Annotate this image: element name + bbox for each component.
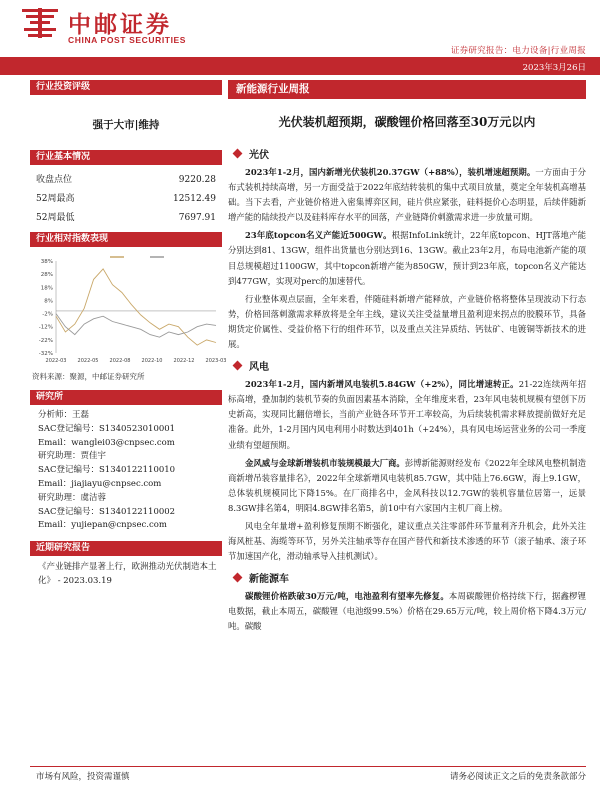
paragraph-text: 一方面由于分布式装机持续高增，另一方面受益于2022年底结转装机的集中式项目放量，奠定全年装机高增基础。当下去看，产业链价格进入密集博弈区间，硅片供应紧张，硅料挺价心态明显，后续伴随新增产能的陆续投产以及硅料库存水平的回落，产业链降价刺激需求进一步放量可期。 xyxy=(228,167,587,223)
body-paragraph xyxy=(228,292,586,352)
paragraph-text: 21-22连续两年招标高增，叠加制约装机节奏的负面因素基本消除，全年维度来看，23年风电装机规模有望创下历史新高，实现同比翻倍增长，当前产业链各环节开工率较高，为后续装机需求释放提前做好充足准备。此外，1-2月国内风电利用小时数达到401h（+24%），具有风电场运营业务的公司一季度业绩有望超预期。 xyxy=(228,379,586,450)
analyst-line: Email：yujiepan@cnpsec.com xyxy=(38,520,167,531)
footer-disclaimer-note: 请务必阅读正文之后的免责条款部分 xyxy=(449,772,586,782)
basics-row xyxy=(30,209,222,228)
y-tick-label: -22% xyxy=(38,337,53,344)
basics-value: 9220.28 xyxy=(178,175,216,185)
logo-text-en: CHINA POST SECURITIES xyxy=(68,35,187,45)
basics-row xyxy=(30,171,222,190)
breadcrumb: 证券研究报告：电力设备|行业周报 xyxy=(450,46,586,56)
basics-value: 7697.91 xyxy=(178,213,216,223)
analyst-line: SAC登记编号：S1340523010001 xyxy=(38,423,176,434)
y-tick-label: -2% xyxy=(42,311,53,318)
report-date: 2023年3月26日 xyxy=(522,63,586,73)
performance-heading: 行业相对指数表现 xyxy=(30,232,222,247)
x-tick-label: 2022-05 xyxy=(77,358,99,364)
y-tick-label: -12% xyxy=(38,324,53,331)
x-tick-label: 2022-08 xyxy=(109,358,131,364)
analyst-line: 研究助理：贾佳宇 xyxy=(38,451,107,462)
basics-label: 52周最高 xyxy=(36,194,75,204)
analyst-line: Email：wanglei03@cnpsec.com xyxy=(38,437,175,448)
section-heading xyxy=(228,146,586,161)
y-tick-label: 8% xyxy=(44,298,53,305)
page-header xyxy=(0,0,600,73)
footer-divider xyxy=(30,766,586,767)
section-heading-text: 风电 xyxy=(249,362,269,374)
body-paragraph xyxy=(228,519,586,564)
chart-source: 资料来源：聚源，中邮证券研究所 xyxy=(32,372,145,381)
y-tick-label: 28% xyxy=(40,272,53,279)
x-tick-label: 2022-12 xyxy=(173,358,195,364)
analyst-heading: 研究所 xyxy=(30,390,222,405)
diamond-bullet-icon xyxy=(233,361,243,371)
body-paragraph xyxy=(228,165,586,225)
paragraph-lead: 2023年1-2月，国内新增光伏装机20.37GW（+88%），装机增速超预期。 xyxy=(245,167,536,177)
relative-index-chart-svg xyxy=(30,251,227,369)
y-tick-label: 38% xyxy=(40,259,53,265)
diamond-bullet-icon xyxy=(233,573,243,583)
analyst-line: 研究助理：虞洁蓉 xyxy=(38,492,107,503)
paragraph-text: 风电全年量增+盈利修复预期不断强化，建议重点关注零部件环节量利齐升机会，此外关注海风桩基、海缆等环节，另外关注轴承等存在国产替代和新技术渗透的环节（滚子轴承、滚子环节加速国产化，滑动轴承导入挂机测试）。 xyxy=(228,520,586,562)
footer-risk-note: 市场有风险，投资需谨慎 xyxy=(36,772,130,782)
body-paragraph xyxy=(228,456,586,516)
series-line-1 xyxy=(56,269,216,345)
analyst-line: Email：jiajiayu@cnpsec.com xyxy=(38,478,162,489)
report-type-banner: 新能源行业周报 xyxy=(228,80,586,99)
paragraph-text: 彭博新能源财经发布《2022年全球风电整机制造商新增吊装容量排名》，2022年全球新增风电装机85.7GW，其中陆上76.6GW，海上9.1GW，总体装机规模同比下降15%。在厂商排名中，金风科技以12.7GW的装机容量位居第一，远景8.3GW排名第4，明阳4.8GW排名第5，前10中有六家国内主机厂商上榜。 xyxy=(228,457,586,513)
paragraph-text: 行业整体观点层面，全年来看，伴随硅料新增产能释放，产业链价格将整体呈现波动下行态势，价格回落刺激需求释放将是全年主线，建议关注受益量增且盈利迎来拐点的胶膜环节，具备期货定价属性、受益价格下行的组件环节，以及重点关注异质结、钙钛矿、电镀铜等新技术的进展。 xyxy=(228,293,586,350)
basics-label: 52周最低 xyxy=(36,213,75,223)
section-heading-text: 光伏 xyxy=(249,150,269,161)
section-heading xyxy=(228,570,586,585)
recent-report-link[interactable]: 《产业链排产显著上行，欧洲推动光伏制造本土化》 - 2023.03.19 xyxy=(38,562,217,587)
basics-heading: 行业基本情况 xyxy=(30,150,222,165)
analyst-list xyxy=(30,409,222,533)
main-content xyxy=(228,80,586,638)
recent-reports-heading: 近期研究报告 xyxy=(30,541,222,556)
basics-value: 12512.49 xyxy=(173,194,216,204)
x-tick-label: 2022-10 xyxy=(141,358,163,364)
x-tick-label: 2022-03 xyxy=(45,358,67,364)
rating-heading: 行业投资评级 xyxy=(30,80,222,95)
sidebar xyxy=(30,80,227,588)
paragraph-lead: 23年底topcon名义产能近500GW。 xyxy=(245,230,392,241)
body-paragraph xyxy=(228,228,586,288)
basics-label: 收盘点位 xyxy=(36,175,73,185)
paragraph-lead: 碳酸锂价格跌破30万元/吨，电池盈利有望率先修复。 xyxy=(245,591,449,602)
diamond-bullet-icon xyxy=(233,149,243,159)
report-body xyxy=(228,146,586,635)
relative-index-chart xyxy=(30,251,227,369)
body-paragraph xyxy=(228,377,586,452)
paragraph-lead: 2023年1-2月，国内新增风电装机5.84GW（+2%），同比增速转正。 xyxy=(245,379,519,390)
paragraph-text: 本周碳酸锂价格持续下行，据鑫椤锂电数据，截止本周五，碳酸锂（电池级99.5%）价格在29.65万元/吨，较上周价格下降4.3万元/吨。碳酸 xyxy=(228,591,586,632)
section-heading-text: 新能源车 xyxy=(249,574,289,586)
rating-value: 强于大市|维持 xyxy=(92,119,160,131)
basics-row xyxy=(30,190,222,209)
page-title: 光伏装机超预期，碳酸锂价格回落至30万元以内 xyxy=(278,115,536,129)
paragraph-text: 根据InfoLink统计，22年底topcon、HJT落地产能分别达到81、13GW，组件出货量也分别达到16、13GW。截止23年2月，布局电池新产能的项目总规模超过1100GW，其中topcon新增产能为850GW，预计到23年底，topcon名义产能达到477GW，实现对perc的加速替代。 xyxy=(228,230,586,286)
analyst-line: 分析师：王磊 xyxy=(38,410,90,420)
paragraph-lead: 金风威与金球新增装机市装规模最大厂商。 xyxy=(245,457,405,468)
analyst-line: SAC登记编号：S1340122110002 xyxy=(38,506,176,517)
date-bar xyxy=(0,59,600,75)
logo-text-cn: 中邮证券 xyxy=(68,12,172,38)
series-line-2 xyxy=(56,314,216,338)
y-tick-label: -32% xyxy=(38,351,53,357)
section-heading xyxy=(228,358,586,373)
body-paragraph xyxy=(228,589,586,634)
analyst-line: SAC登记编号：S1340122110010 xyxy=(38,465,176,476)
china-post-logo-icon xyxy=(20,6,60,40)
y-tick-label: 18% xyxy=(40,285,53,292)
x-tick-label: 2023-03 xyxy=(205,358,227,364)
